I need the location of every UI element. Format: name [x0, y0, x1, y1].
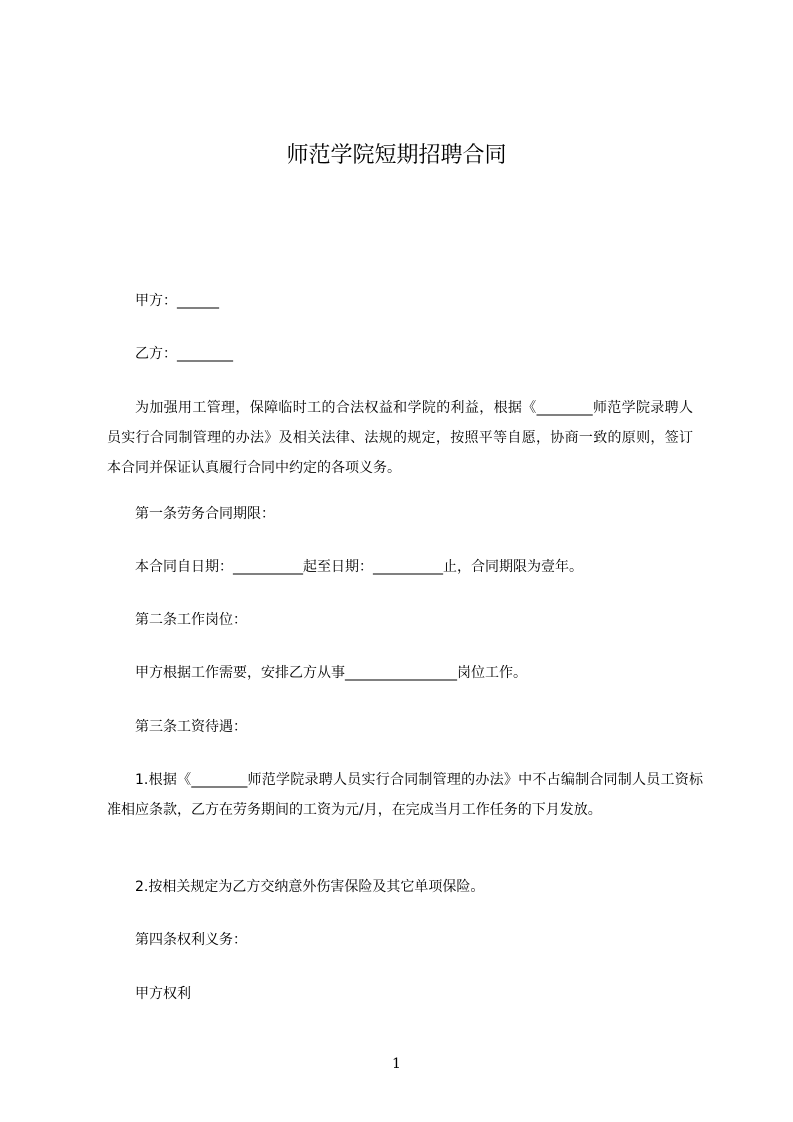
- preamble-paragraph: 为加强用工管理，保障临时工的合法权益和学院的利益，根据《________师范学院录聘人员实行合同制管理的办法》及相关法律、法规的规定，按照平等自愿，协商一致的原则，签订本合同并保证认真履行合同中约定的各项义务。: [107, 400, 693, 476]
- page-number: 1: [392, 1056, 401, 1072]
- article-4-heading: 第四条权利义务：: [135, 932, 247, 948]
- article-3-item-1: 1.根据《________师范学院录聘人员实行合同制管理的办法》中不占编制合同制人员工资标准相应条款，乙方在劳务期间的工资为元/月，在完成当月工作任务的下月发放。: [107, 772, 703, 818]
- article-1-heading: 第一条劳务合同期限：: [135, 506, 275, 522]
- article-2-body: 甲方根据工作需要，安排乙方从事________________岗位工作。: [135, 665, 527, 681]
- article-3-heading: 第三条工资待遇：: [135, 719, 247, 735]
- party-a-rights-heading: 甲方权利: [135, 986, 191, 1002]
- article-2-heading: 第二条工作岗位：: [135, 612, 247, 628]
- article-1-body: 本合同自日期：__________起至日期：__________止，合同期限为壹年。: [135, 559, 583, 575]
- document-title: 师范学院短期招聘合同: [286, 143, 507, 168]
- party-b-line: 乙方：________: [135, 346, 233, 362]
- article-3-item-2: 2.按相关规定为乙方交纳意外伤害保险及其它单项保险。: [135, 879, 485, 895]
- party-a-line: 甲方：______: [135, 293, 219, 309]
